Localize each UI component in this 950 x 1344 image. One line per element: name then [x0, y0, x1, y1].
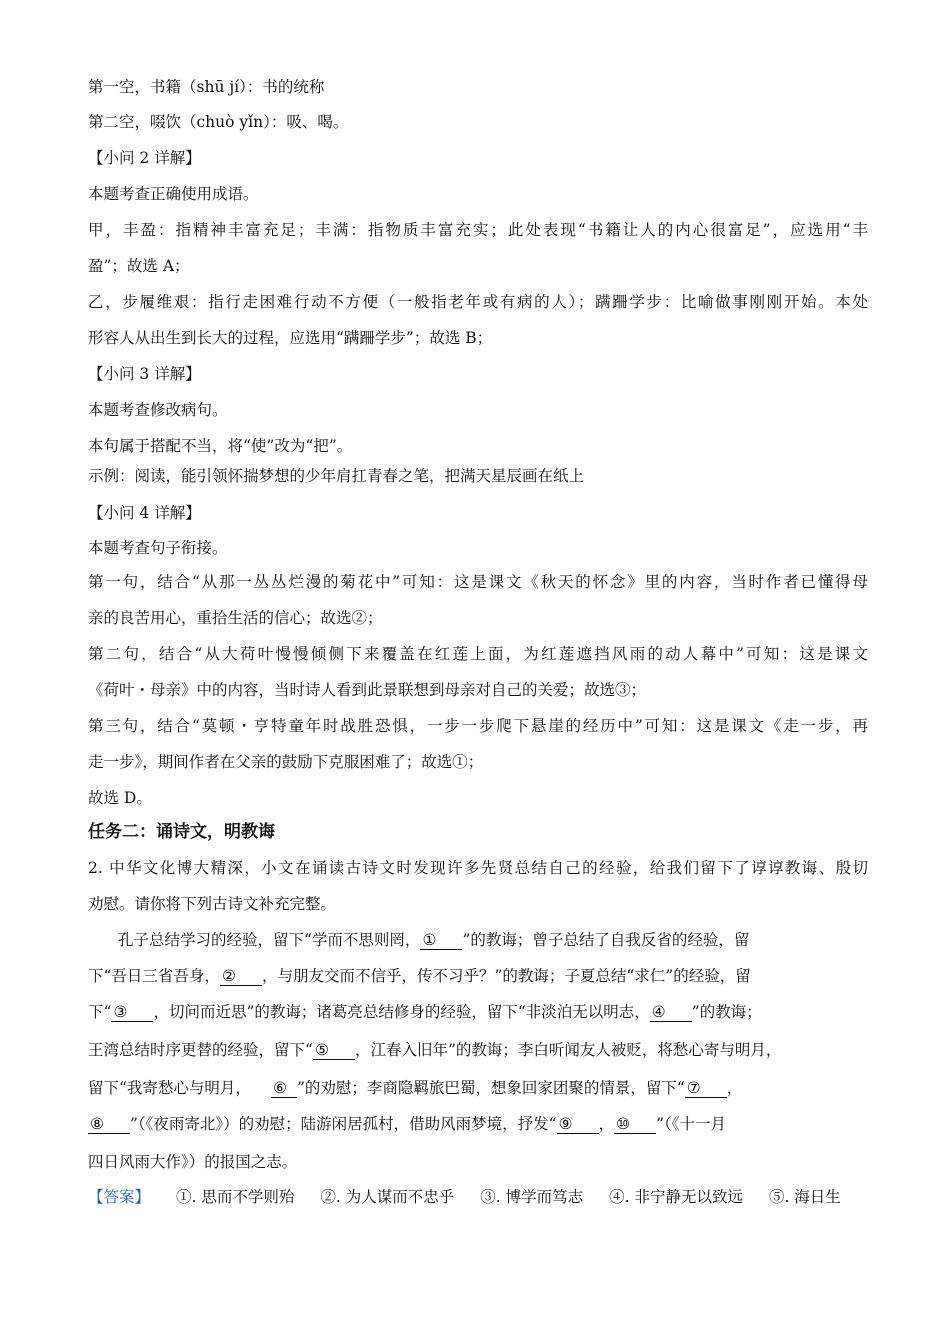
- answer-4: ④. 非宁静无以致远: [609, 1188, 743, 1206]
- passage-text: ”的劝慰；李商隐羁旅巴蜀，想象回家团聚的情景，留下“: [296, 1079, 685, 1097]
- passage-text: 留下“我寄愁心与明月，: [88, 1079, 251, 1097]
- passage-text: ，: [598, 1115, 615, 1133]
- q4-topic: 本题考查句子衔接。: [88, 539, 228, 557]
- blank-9[interactable]: ⑨: [557, 1115, 599, 1134]
- blank-8[interactable]: ⑧: [88, 1115, 130, 1134]
- answer-label: 【答案】: [88, 1188, 151, 1206]
- blank-2[interactable]: ②: [220, 967, 262, 986]
- passage-text: ，切问而近思”的教诲；诸葛亮总结修身的经验，留下“非淡泊无以明志，: [153, 1003, 650, 1021]
- q3-topic: 本题考查修改病句。: [88, 401, 228, 419]
- answer-1: ①. 思而不学则殆: [176, 1188, 295, 1206]
- passage-text: ”（《十一月: [656, 1115, 727, 1133]
- answer-3: ③. 博学而笃志: [480, 1188, 584, 1206]
- blank-5[interactable]: ⑤: [313, 1041, 355, 1060]
- passage-line-2: [88, 965, 868, 987]
- passage-text: ”（《夜雨寄北》）的劝慰；陆游闲居孤村，借助风雨梦境，抒发“: [130, 1115, 557, 1133]
- passage-text: ，与朋友交而不信乎，传不习乎？”的教诲；子夏总结“求仁”的经验，留: [261, 967, 751, 985]
- passage-text: 王湾总结时序更替的经验，留下“: [88, 1041, 313, 1059]
- q2-jia-line1: 甲，丰盈：指精神丰富充足；丰满：指物质丰富充实；此处表现“书籍让人的内心很富足”，应选用“丰: [88, 221, 868, 239]
- blank-7[interactable]: ⑦: [685, 1079, 727, 1098]
- blank-4[interactable]: ④: [650, 1003, 692, 1022]
- q4-s2-line1: 第二句，结合“从大荷叶慢慢倾侧下来覆盖在红莲上面，为红莲遮挡风雨的动人幕中”可知：这是课文: [88, 645, 868, 663]
- passage-text: 下“吾日三省吾身，: [88, 967, 220, 985]
- q2-jia-line2: 盈”；故选 A；: [88, 257, 190, 275]
- q4-final: 故选 D。: [88, 789, 152, 807]
- passage-line-1: [118, 929, 818, 951]
- q4-s3-line1: 第三句，结合“莫顿・亨特童年时战胜恐惧，一步一步爬下悬崖的经历中”可知：这是课文《走一步，再: [88, 717, 868, 735]
- q2-yi-line2: 形容人从出生到长大的过程，应选用“蹒跚学步”；故选 B；: [88, 329, 493, 347]
- q4-s1-line2: 亲的良苦用心，重拾生活的信心；故选②；: [88, 609, 383, 627]
- q4-s3-line2: 走一步》，期间作者在父亲的鼓励下克服困难了；故选①；: [88, 753, 484, 771]
- blank-3[interactable]: ③: [111, 1003, 153, 1022]
- passage-text: ”的教诲；: [691, 1003, 762, 1021]
- q2-header: 【小问 2 详解】: [88, 149, 201, 167]
- q2-topic: 本题考查正确使用成语。: [88, 185, 259, 203]
- answer-line: [88, 1186, 868, 1208]
- blank-1[interactable]: ①: [420, 931, 462, 950]
- q2-yi-line1: 乙，步履维艰：指行走困难行动不方便（一般指老年或有病的人）；蹒跚学步：比喻做事刚刚开始。本处: [88, 293, 868, 311]
- q3-line1: 本句属于搭配不当，将“使”改为“把”。: [88, 437, 353, 455]
- explanation-q1-blank2: 第二空，啜饮（chuò yǐn）：吸、喝。: [88, 113, 349, 131]
- q4-s1-line1: 第一句，结合“从那一丛丛烂漫的菊花中”可知：这是课文《秋天的怀念》里的内容，当时作者已懂得母: [88, 573, 868, 591]
- passage-line-6: [88, 1113, 868, 1135]
- blank-10[interactable]: ⑩: [614, 1115, 656, 1134]
- passage-text: ，江春入旧年”的教诲；李白听闻友人被贬，将愁心寄与明月，: [354, 1041, 782, 1059]
- explanation-q1-blank1: 第一空，书籍（shū jí）：书的统称: [88, 78, 325, 96]
- task2-question-line2: 劝慰。请你将下列古诗文补充完整。: [88, 895, 337, 913]
- passage-line-4: [88, 1039, 868, 1061]
- task2-question-line1: 2. 中华文化博大精深，小文在诵读古诗文时发现许多先贤总结自己的经验，给我们留下了谆谆教诲、殷切: [88, 859, 868, 877]
- passage-text: ，: [726, 1079, 743, 1097]
- passage-line-3: [88, 1001, 868, 1023]
- passage-text: ”的教诲；曾子总结了自我反省的经验，留: [462, 931, 750, 949]
- q3-example: 示例：阅读，能引领怀揣梦想的少年肩扛青春之笔，把满天星辰画在纸上: [88, 467, 585, 485]
- q4-header: 【小问 4 详解】: [88, 504, 201, 522]
- passage-text: 下“: [88, 1003, 112, 1021]
- q3-header: 【小问 3 详解】: [88, 365, 201, 383]
- answer-2: ②. 为人谋而不忠乎: [320, 1188, 455, 1206]
- passage-line-7: 四日风雨大作》）的报国之志。: [88, 1153, 298, 1171]
- q4-s2-line2: 《荷叶・母亲》中的内容，当时诗人看到此景联想到母亲对自己的关爱；故选③；: [88, 681, 647, 699]
- answer-5: ⑤. 海日生: [768, 1188, 841, 1206]
- blank-6[interactable]: ⑥: [271, 1079, 297, 1098]
- task2-title: 任务二：诵诗文，明教诲: [88, 822, 275, 842]
- passage-text: 孔子总结学习的经验，留下“学而不思则罔，: [118, 931, 421, 949]
- passage-line-5: [88, 1077, 868, 1099]
